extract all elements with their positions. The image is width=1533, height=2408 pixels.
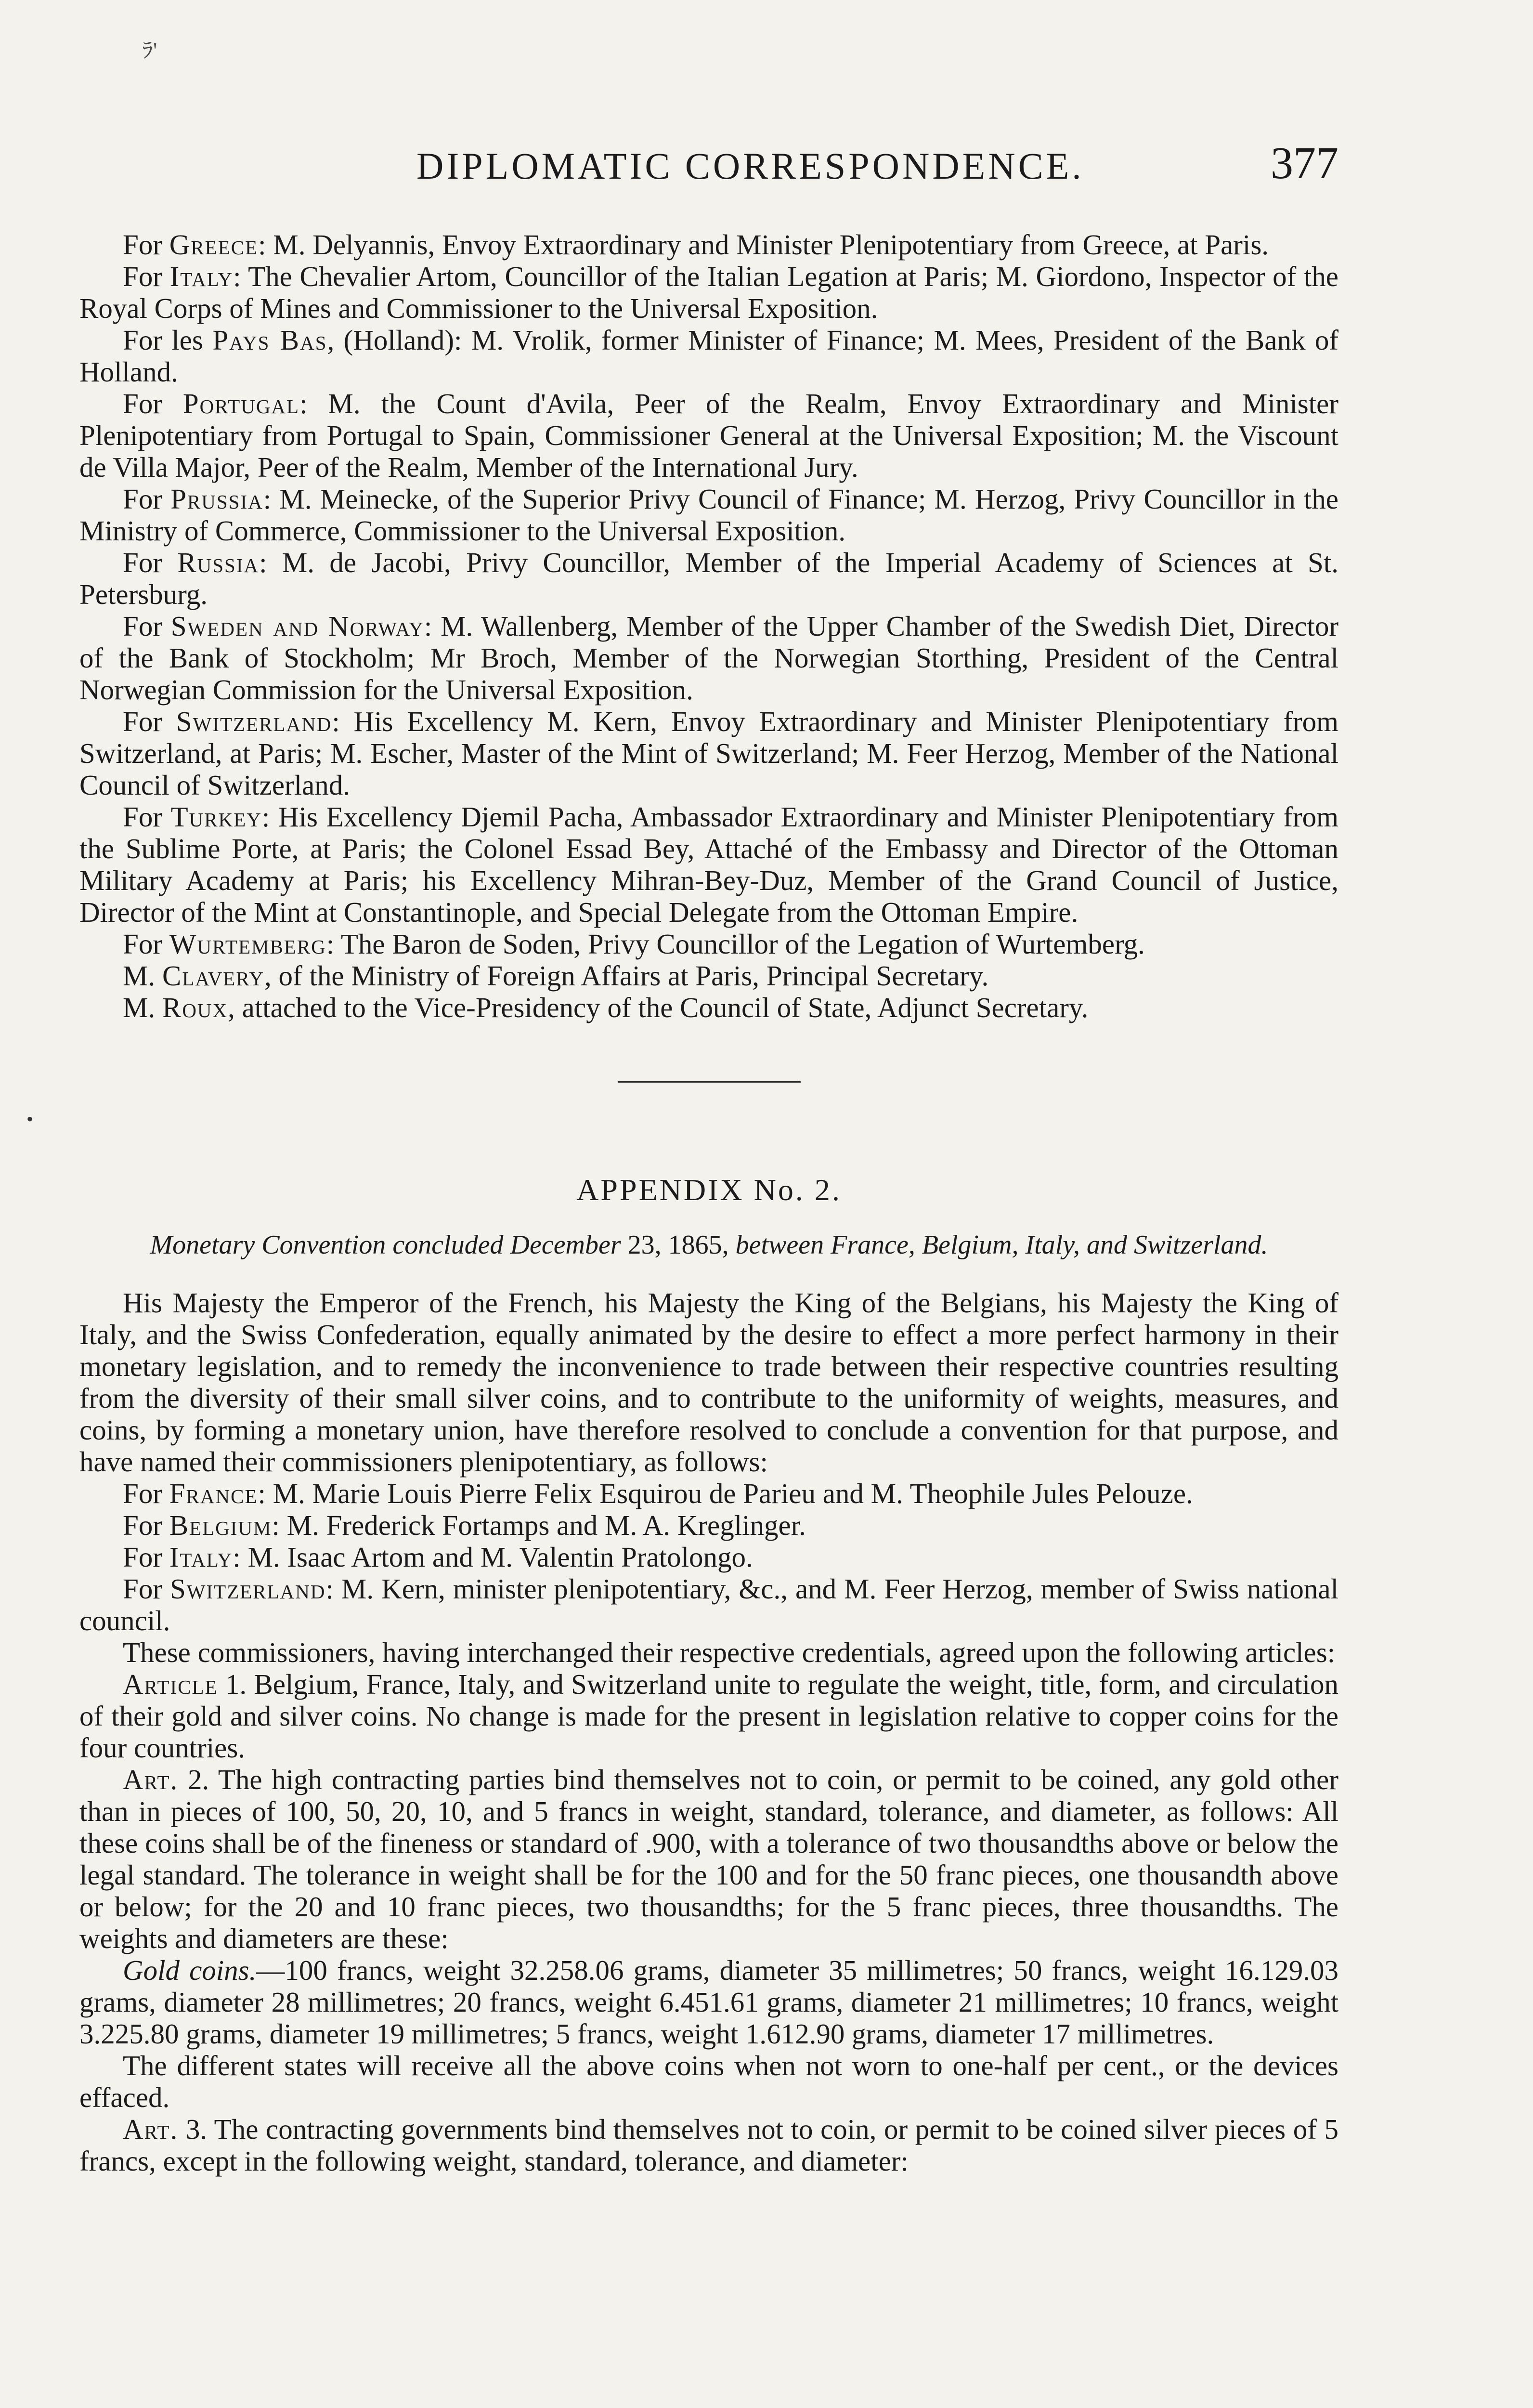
commissioner-italy: For Italy: M. Isaac Artom and M. Valentin Pratolongo.	[123, 1541, 753, 1573]
country-name: Switzerland	[169, 1573, 326, 1605]
country-name: Wurtemberg	[169, 928, 326, 960]
section-divider	[618, 1081, 801, 1083]
article-3: Art. 3. The contracting governments bind themselves not to coin, or permit to be coined silver pieces of 5 francs, except in the following weight, standard, tolerance, and diameter:	[79, 2113, 1338, 2177]
person-name: Roux	[162, 992, 228, 1023]
country-name: Italy	[169, 1541, 233, 1573]
delegate-entry-pays-bas: For les Pays Bas, (Holland): M. Vrolik, former Minister of Finance; M. Mees, President of the Bank of Holland.	[79, 324, 1338, 388]
delegate-entry-portugal: For Portugal: M. the Count d'Avila, Peer of the Realm, Envoy Extraordinary and Minister Plenipotentiary from Portugal to Spain, Commissioner General at the Universal Exposition; M. the Viscount de Villa Major, Peer of the Realm, Member of the International Jury.	[79, 388, 1338, 483]
person-name: Clavery	[162, 960, 265, 992]
page-number: 377	[1271, 138, 1338, 188]
country-name: Belgium	[169, 1509, 272, 1541]
preamble-paragraph: His Majesty the Emperor of the French, his Majesty the King of the Belgians, his Majesty the King of Italy, and the Swiss Confederation, equally animated by the desire to effect a more perfect harmony in their monetary legislation, and to remedy the inconvenience to trade between their respective countries resulting from the diversity of their small silver coins, and to contribute to the uniformity of weights, measures, and coins, by forming a monetary union, have therefore resolved to conclude a convention for that purpose, and have named their commissioners plenipotentiary, as follows:	[79, 1287, 1338, 1478]
page-body	[79, 229, 1338, 2177]
credentials-paragraph: These commissioners, having interchanged their respective credentials, agreed upon the following articles:	[123, 1636, 1336, 1668]
article-label: Art.	[123, 1764, 179, 1795]
appendix-title: APPENDIX No. 2.	[576, 1173, 842, 1207]
states-paragraph: The different states will receive all the above coins when not worn to one-half per cent., or the devices effaced.	[79, 2050, 1338, 2113]
printer-mark: ﾗ'	[142, 38, 157, 63]
delegate-entry-sweden-norway: For Sweden and Norway: M. Wallenberg, Member of the Upper Chamber of the Swedish Diet, Director of the Bank of Stockholm; Mr Broch, Member of the Norwegian Storthing, President of the Central Norwegian Commission for the Universal Exposition.	[79, 610, 1338, 706]
commissioner-france: For France: M. Marie Louis Pierre Felix Esquirou de Parieu and M. Theophile Jules Pelouze.	[123, 1478, 1193, 1509]
margin-speck: •	[26, 1108, 34, 1130]
country-name: Switzerland	[176, 706, 332, 737]
appendix-subtitle: Monetary Convention concluded December 23, 1865, between France, Belgium, Italy, and Switzerland.	[150, 1230, 1268, 1260]
secretary-entry-roux: M. Roux, attached to the Vice-Presidency of the Council of State, Adjunct Secretary.	[123, 992, 1089, 1023]
delegate-entry-prussia: For Prussia: M. Meinecke, of the Superior Privy Council of Finance; M. Herzog, Privy Councillor in the Ministry of Commerce, Commissioner to the Universal Exposition.	[79, 483, 1338, 547]
delegate-entry-switzerland: For Switzerland: His Excellency M. Kern, Envoy Extraordinary and Minister Plenipotentiary from Switzerland, at Paris; M. Escher, Master of the Mint of Switzerland; M. Feer Herzog, Member of the National Council of Switzerland.	[79, 706, 1339, 801]
commissioner-belgium: For Belgium: M. Frederick Fortamps and M. A. Kreglinger.	[123, 1509, 806, 1541]
delegate-entry-greece: For Greece: M. Delyannis, Envoy Extraordinary and Minister Plenipotentiary from Greece, at Paris.	[123, 229, 1269, 261]
gold-coins-label: Gold coins.	[123, 1954, 257, 1986]
article-label: Art.	[123, 2113, 179, 2145]
running-head: DIPLOMATIC CORRESPONDENCE.	[416, 145, 1084, 187]
delegate-entry-russia: For Russia: M. de Jacobi, Privy Councillor, Member of the Imperial Academy of Sciences at St. Petersburg.	[79, 547, 1338, 610]
delegate-entry-italy: For Italy: The Chevalier Artom, Councillor of the Italian Legation at Paris; M. Giordono, Inspector of the Royal Corps of Mines and Commissioner to the Universal Exposition.	[79, 261, 1338, 324]
article-label: Article	[123, 1668, 218, 1700]
country-name: Italy	[169, 261, 234, 292]
commissioner-switzerland: For Switzerland: M. Kern, minister plenipotentiary, &c., and M. Feer Herzog, member of Swiss national council.	[79, 1573, 1338, 1636]
page-header	[79, 137, 1338, 195]
country-name: Portugal	[182, 388, 300, 419]
article-1: Article 1. Belgium, France, Italy, and Switzerland unite to regulate the weight, title, form, and circulation of their gold and silver coins. No change is made for the present in legislation relative to copper coins for the four countries.	[79, 1668, 1338, 1764]
country-name: Greece	[169, 229, 259, 261]
delegate-entry-turkey: For Turkey: His Excellency Djemil Pacha, Ambassador Extraordinary and Minister Plenipotentiary from the Sublime Porte, at Paris; the Colonel Essad Bey, Attaché of the Embassy and Director of the Ottoman Military Academy at Paris; his Excellency Mihran-Bey-Duz, Member of the Grand Council of Justice, Director of the Mint at Constantinople, and Special Delegate from the Ottoman Empire.	[79, 801, 1338, 928]
secretary-entry-clavery: M. Clavery, of the Ministry of Foreign Affairs at Paris, Principal Secretary.	[123, 960, 989, 992]
country-name: Sweden and Norway	[170, 610, 424, 642]
gold-coins-paragraph: Gold coins.—100 francs, weight 32.258.06 grams, diameter 35 millimetres; 50 francs, weight 16.129.03 grams, diameter 28 millimetres; 20 francs, weight 6.451.61 grams, diameter 21 millimetres; 10 francs, weight 3.225.80 grams, diameter 19 millimetres; 5 francs, weight 1.612.90 grams, diameter 17 millimetres.	[79, 1954, 1339, 2050]
country-name: France	[169, 1478, 258, 1509]
country-name: Russia	[177, 547, 260, 578]
article-2: Art. 2. The high contracting parties bind themselves not to coin, or permit to be coined, any gold other than in pieces of 100, 50, 20, 10, and 5 francs in weight, standard, tolerance, and diameter, as follows: All these coins shall be of the fineness or standard of .900, with a tolerance of two thousandths above or below the legal standard. The tolerance in weight shall be for the 100 and for the 50 franc pieces, one thousandth above or below; for the 20 and 10 franc pieces, two thousandths; for the 5 franc pieces, three thousandths. The weights and diameters are these:	[79, 1764, 1338, 1954]
delegate-entry-wurtemberg: For Wurtemberg: The Baron de Soden, Privy Councillor of the Legation of Wurtemberg.	[123, 928, 1145, 960]
country-name: Prussia	[170, 483, 263, 515]
country-name: Turkey	[170, 801, 262, 833]
country-name: Pays Bas	[212, 324, 327, 356]
